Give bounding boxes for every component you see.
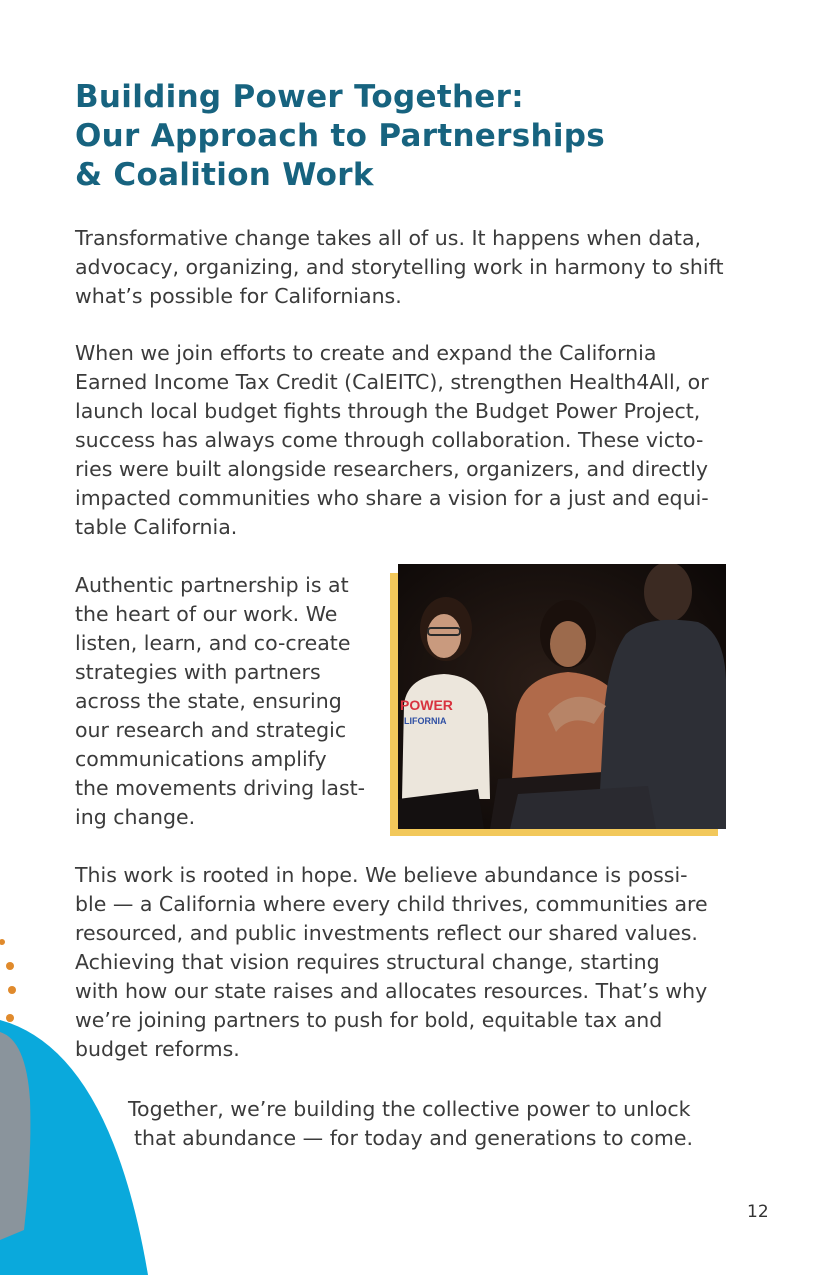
shirt-text-line-2: LIFORNIA <box>404 716 447 726</box>
text-line: communications amplify <box>75 747 327 771</box>
text-line: we’re joining partners to push for bold, equitable tax and <box>75 1008 663 1032</box>
text-line: budget reforms. <box>75 1037 240 1061</box>
decorative-dot <box>8 986 16 994</box>
text-line: This work is rooted in hope. We believe abundance is possi- <box>75 863 688 887</box>
text-line: Achieving that vision requires structural change, starting <box>75 950 660 974</box>
photo-frame <box>398 564 726 829</box>
text-line: success has always come through collaboration. These victo- <box>75 428 704 452</box>
text-line: table California. <box>75 515 238 539</box>
text-line: with how our state raises and allocates resources. That’s why <box>75 979 708 1003</box>
title-line-3: & Coalition Work <box>75 157 374 193</box>
text-line: Together, we’re building the collective power to unlock <box>128 1097 691 1121</box>
text-line: advocacy, organizing, and storytelling work in harmony to shift <box>75 255 724 279</box>
decorative-shapes <box>0 900 200 1275</box>
text-line: Earned Income Tax Credit (CalEITC), strengthen Health4All, or <box>75 370 709 394</box>
panel-discussion-photo <box>390 564 726 836</box>
photo-illustration <box>398 564 726 829</box>
text-line: Authentic partnership is at <box>75 573 349 597</box>
text-line: launch local budget fights through the Budget Power Project, <box>75 399 701 423</box>
intro-paragraph <box>75 224 724 311</box>
text-line: what’s possible for Californians. <box>75 284 402 308</box>
text-line: resourced, and public investments reflect our shared values. <box>75 921 698 945</box>
collaboration-paragraph <box>75 339 709 542</box>
decorative-dot <box>6 962 14 970</box>
text-line: ble — a California where every child thrives, communities are <box>75 892 708 916</box>
text-line: Transformative change takes all of us. It happens when data, <box>75 226 702 250</box>
page-number: 12 <box>747 1202 769 1222</box>
shirt-text-line-1: POWER <box>400 697 453 713</box>
partnership-paragraph <box>75 571 365 832</box>
text-line: impacted communities who share a vision for a just and equi- <box>75 486 709 510</box>
text-line: When we join efforts to create and expand the California <box>75 341 657 365</box>
text-line: ries were built alongside researchers, organizers, and directly <box>75 457 709 481</box>
text-line: the movements driving last- <box>75 776 366 800</box>
page-title <box>75 78 605 195</box>
text-line: across the state, ensuring <box>75 689 342 713</box>
closing-statement <box>128 1095 693 1153</box>
title-line-2: Our Approach to Partnerships <box>75 118 606 154</box>
text-line: the heart of our work. We <box>75 602 338 626</box>
text-line: our research and strategic <box>75 718 347 742</box>
text-line: ing change. <box>75 805 196 829</box>
decorative-dot <box>6 1014 14 1022</box>
text-line: strategies with partners <box>75 660 321 684</box>
decorative-corner-graphic <box>0 900 200 1275</box>
decorative-dot <box>0 939 5 945</box>
text-line: listen, learn, and co-create <box>75 631 351 655</box>
text-line: that abundance — for today and generations to come. <box>134 1126 693 1150</box>
title-line-1: Building Power Together: <box>75 79 524 115</box>
